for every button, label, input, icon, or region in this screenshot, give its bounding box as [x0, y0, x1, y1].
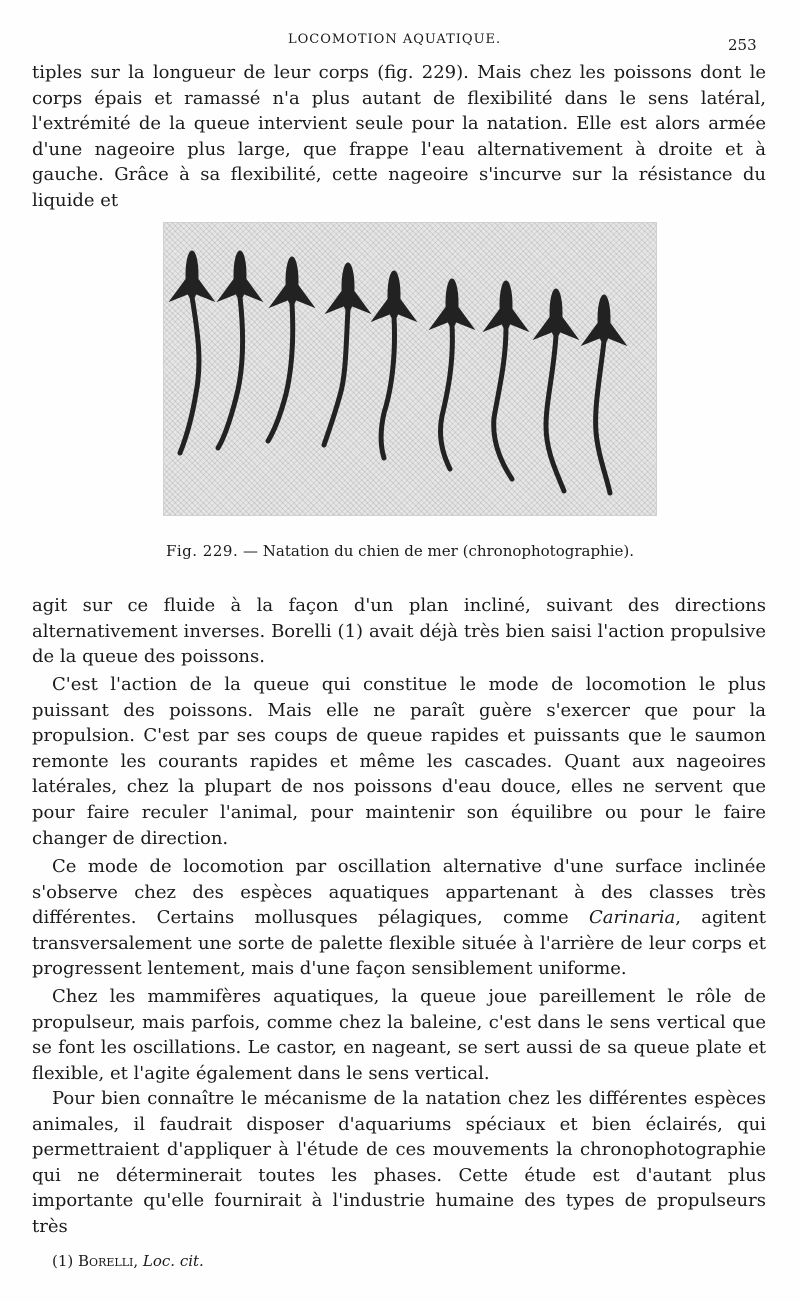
shark-silhouette: [484, 281, 528, 479]
paragraph-1: agit sur ce fluide à la façon d'un plan incliné, suivant des directions alternativement inverses. Borelli (1) avait déjà très bien saisi l'action propulsive de la queue des poissons.: [32, 595, 766, 668]
figure-caption: [0, 542, 800, 560]
shark-silhouette: [534, 289, 578, 491]
page-header: [0, 28, 800, 52]
shark-silhouettes: [164, 223, 656, 515]
running-head: LOCOMOTION AQUATIQUE.: [288, 32, 502, 47]
footnote-author: Borelli,: [78, 1252, 139, 1270]
intro-paragraph: tiples sur la longueur de leur corps (fig. 229). Mais chez les poissons dont le corps épais et ramassé n'a plus autant de flexibilité dans le sens latéral, l'extrémité de la queue intervient seule pour la natation. Elle est alors armée d'une nageoire plus large, que frappe l'eau alternativement à droite et à gauche. Grâce à sa flexibilité, cette nageoire s'incurve sur la résistance du liquide et: [32, 62, 766, 211]
paragraph-3-start: Ce mode de locomotion par oscillation alternative d'une surface inclinée s'observe chez des espèces aquatiques appartenant à des classes très différentes. Certains mollusques pélagiques, comme: [32, 856, 766, 929]
page-number: 253: [728, 36, 757, 54]
shark-silhouette: [582, 295, 626, 493]
caption-dash: —: [243, 542, 258, 560]
species-name: Carinaria: [588, 907, 676, 929]
figure-229-image: [163, 222, 657, 516]
shark-silhouette: [430, 279, 474, 469]
footnote-ref: Loc. cit.: [142, 1252, 204, 1270]
paragraph-4: Chez les mammifères aquatiques, la queue joue pareillement le rôle de propulseur, mais parfois, comme chez la baleine, c'est dans le sens vertical que se font les oscillations. Le castor, en nageant, se sert aussi de sa queue plate et flexible, et l'agite également dans le sens vertical.: [32, 986, 766, 1084]
caption-text: Natation du chien de mer (chronophotographie).: [262, 542, 635, 560]
footnote-marker: (1): [52, 1252, 74, 1270]
shark-silhouette: [268, 257, 314, 441]
footnote: [52, 1252, 204, 1270]
shark-silhouette: [170, 251, 214, 453]
shark-silhouette: [324, 263, 370, 445]
shark-silhouette: [218, 251, 262, 448]
paragraph-3: [32, 854, 766, 982]
figure-label: Fig. 229.: [165, 542, 239, 560]
paragraph-2: C'est l'action de la queue qui constitue le mode de locomotion le plus puissant des poissons. Mais elle ne paraît guère s'exercer que pour la propulsion. C'est par ses coups de queue rapides et puissants que le saumon remonte les courants rapides et même les cascades. Quant aux nageoires latérales, chez la plupart de nos poissons d'eau douce, elles ne servent que pour faire reculer l'animal, pour maintenir son équilibre ou pour le faire changer de direction.: [32, 674, 766, 849]
paragraph-3-end: , agitent transversalement une sorte de palette flexible située à l'arrière de leur corps et progressent lentement, mais d'une façon sensiblement uniforme.: [32, 907, 766, 980]
shark-silhouette: [372, 271, 416, 458]
paragraph-5: Pour bien connaître le mécanisme de la natation chez les différentes espèces animales, il faudrait disposer d'aquariums spéciaux et bien éclairés, qui permettraient d'appliquer à l'étude de ces mouvements la chronophotographie qui ne déterminerait toutes les phases. Cette étude est d'autant plus importante qu'elle fournirait à l'industrie humaine des types de propulseurs très: [32, 1088, 766, 1237]
